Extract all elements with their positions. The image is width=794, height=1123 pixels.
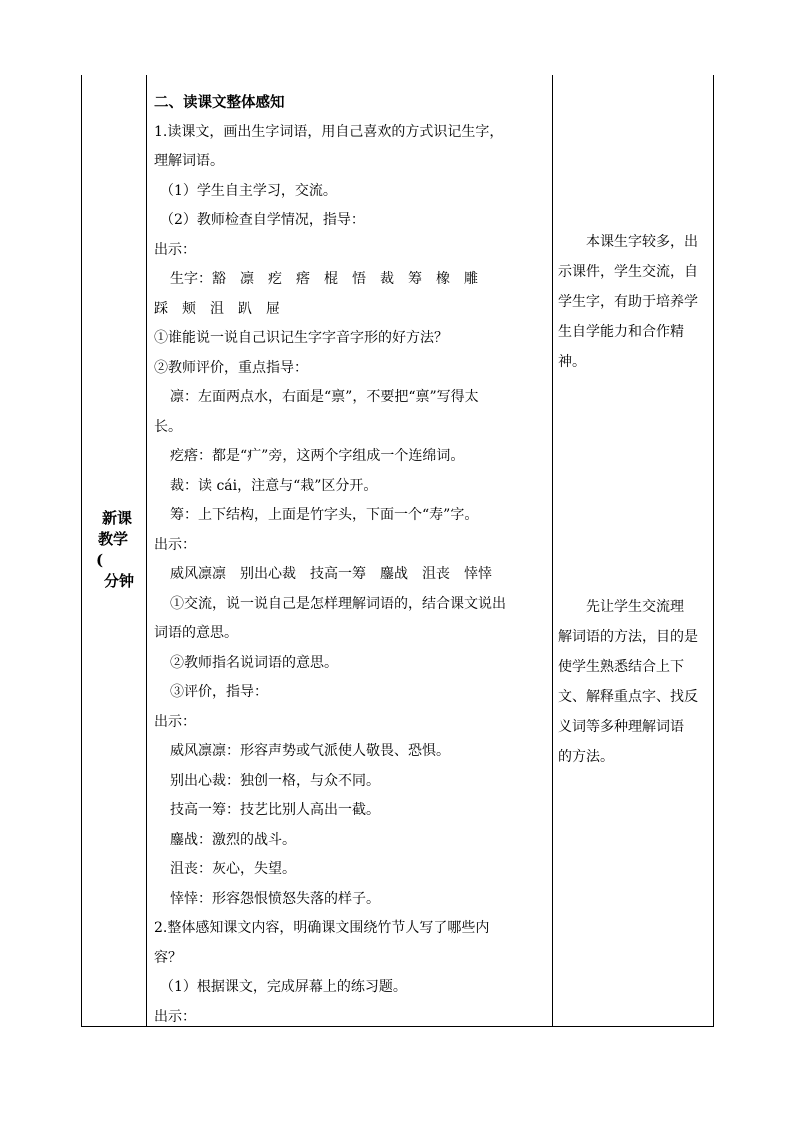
design-note-1 <box>558 227 712 377</box>
content-line: 容？ <box>154 949 182 966</box>
note-line: 的方法。 <box>558 749 614 765</box>
note-line: 神。 <box>558 354 586 370</box>
content-line: 长。 <box>154 418 182 435</box>
content-line: 1.读课文，画出生字词语，用自己喜欢的方式识记生字， <box>154 123 504 140</box>
definition-line: 沮丧：灰心，失望。 <box>170 861 296 877</box>
definition-line: 鏖战：激烈的战斗。 <box>170 831 296 848</box>
content-line: 疙瘩：都是“疒”旁，这两个字组成一个连绵词。 <box>170 448 465 464</box>
note-line: 文、解释重点字、找反 <box>558 689 698 705</box>
section-label-line-1: 新课 <box>102 509 133 527</box>
note-line: 义词等多种理解词语 <box>558 719 684 735</box>
section-label-line-4: 分钟 <box>104 572 135 590</box>
table-divider-2 <box>552 75 553 1027</box>
content-line: 出示： <box>154 713 196 730</box>
content-line: （2）教师检查自学情况，指导： <box>160 212 365 228</box>
content-line: （1）根据课文，完成屏幕上的练习题。 <box>160 979 407 995</box>
definition-line: 别出心裁：独创一格，与众不同。 <box>170 772 380 789</box>
table-border-right <box>713 75 714 1027</box>
content-heading: 二、读课文整体感知 <box>154 94 285 111</box>
content-line: 凛：左面两点水，右面是“禀”，不要把“禀”写得太 <box>170 389 479 405</box>
content-line: 出示： <box>154 241 196 258</box>
note-line: 使学生熟悉结合上下 <box>558 659 684 675</box>
definition-line: 技高一筹：技艺比别人高出一截。 <box>170 802 380 818</box>
content-line: ①交流，说一说自己是怎样理解词语的，结合课文说出 <box>170 595 506 612</box>
new-characters-line: 踩 颊 沮 趴 屉 <box>154 300 280 317</box>
content-line: 2.整体感知课文内容，明确课文围绕竹节人写了哪些内 <box>154 920 490 936</box>
definition-line: 威风凛凛：形容声势或气派使人敬畏、恐惧。 <box>170 743 450 759</box>
content-line: 出示： <box>154 1008 196 1025</box>
content-line: ③评价，指导： <box>170 684 268 700</box>
note-line: 学生字，有助于培养学 <box>558 294 698 310</box>
teaching-content-cell <box>154 88 550 1032</box>
content-line: 筹：上下结构，上面是竹字头，下面一个“寿”字。 <box>170 507 479 523</box>
section-label-cell <box>82 508 146 592</box>
content-line: （1）学生自主学习，交流。 <box>160 182 337 199</box>
content-line: 词语的意思。 <box>154 625 238 641</box>
note-line: 先让学生交流理 <box>558 599 684 615</box>
section-label-line-2: 教学 <box>98 530 129 548</box>
section-label-line-3: ( <box>96 551 104 569</box>
note-line: 本课生字较多，出 <box>558 234 698 250</box>
content-line: ②教师指名说词语的意思。 <box>170 654 338 671</box>
content-line: ②教师评价，重点指导： <box>154 359 308 376</box>
content-line: 裁：读 cái，注意与“栽”区分开。 <box>170 477 378 494</box>
new-characters-line: 生字：豁 凛 疙 瘩 棍 悟 裁 筹 橡 雕 <box>170 271 478 287</box>
content-line: 出示： <box>154 536 196 553</box>
note-line: 生自学能力和合作精 <box>558 324 684 340</box>
vocabulary-line: 威风凛凛 别出心裁 技高一筹 鏖战 沮丧 悻悻 <box>170 566 492 582</box>
definition-line: 悻悻：形容怨恨愤怒失落的样子。 <box>170 890 380 907</box>
content-line: ①谁能说一说自己识记生字字音字形的好方法？ <box>154 330 448 346</box>
content-line: 理解词语。 <box>154 153 224 169</box>
note-line: 示课件，学生交流，自 <box>558 264 698 280</box>
note-line: 解词语的方法，目的是 <box>558 629 698 645</box>
design-note-2 <box>558 592 712 772</box>
